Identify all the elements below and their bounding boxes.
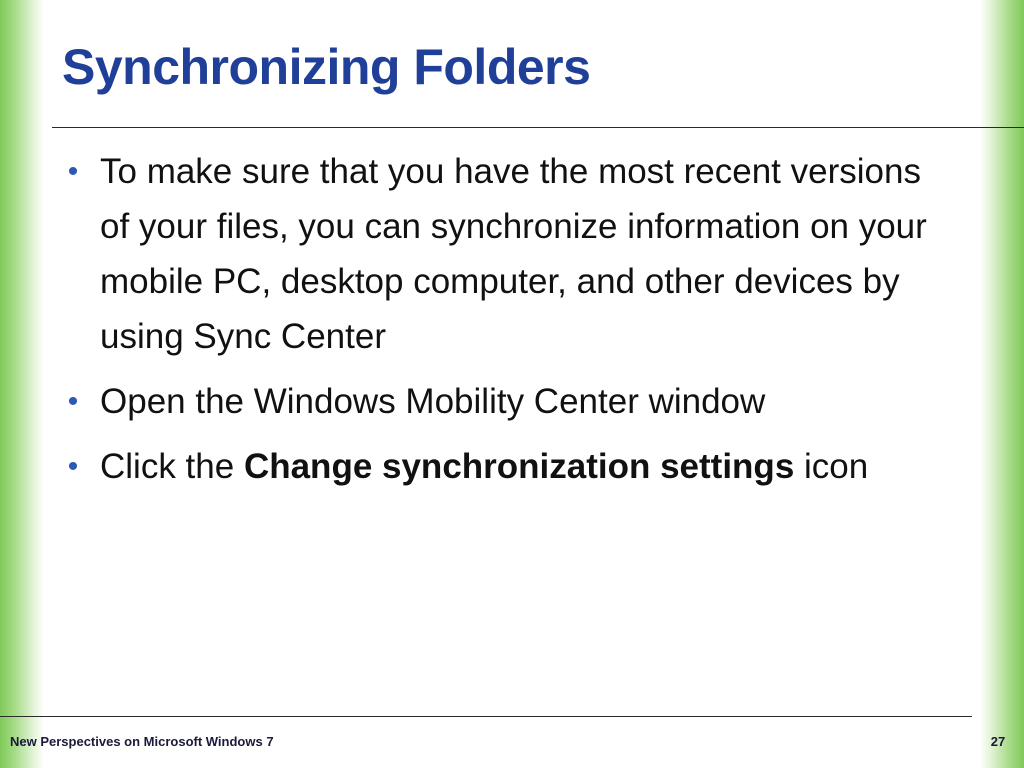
bullet-text-prefix: Click the: [100, 447, 244, 486]
footer-divider: [0, 716, 972, 717]
slide-title: Synchronizing Folders: [62, 39, 591, 95]
left-green-border: [0, 0, 44, 768]
bullet-text-emphasis: Change synchronization settings: [243, 447, 795, 486]
bullet-text: Open the Windows Mobility Center window: [100, 382, 766, 421]
bullet-text-suffix: icon: [794, 447, 869, 486]
bullet-icon: •: [67, 155, 79, 188]
bullet-item-sync-info: [58, 144, 958, 364]
bullet-icon: •: [67, 450, 79, 483]
bullet-text: To make sure that you have the most recent versions of your files, you can synchronize information on your mobile PC, desktop computer, and other devices by using Sync Center: [100, 152, 927, 356]
page-number: 27: [990, 734, 1006, 749]
bullet-list: [58, 144, 958, 504]
title-divider: [52, 127, 1024, 128]
footer-book-title: New Perspectives on Microsoft Windows 7: [10, 734, 274, 749]
bullet-icon: •: [67, 385, 79, 418]
bullet-item-change-sync-settings: [58, 439, 958, 494]
right-green-border: [980, 0, 1024, 768]
bullet-item-open-mobility-center: [58, 374, 958, 429]
